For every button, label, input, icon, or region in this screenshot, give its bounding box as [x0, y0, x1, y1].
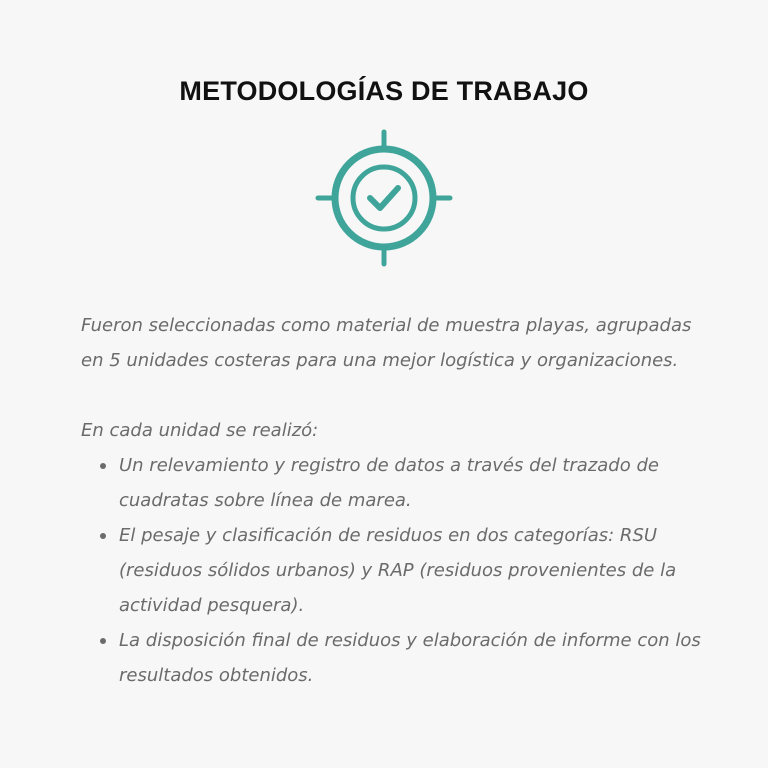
list-heading: En cada unidad se realizó: [81, 420, 319, 441]
paragraph-spacer [81, 378, 701, 413]
page-title: METODOLOGÍAS DE TRABAJO [179, 76, 589, 106]
intro-paragraph: Fueron seleccionadas como material de muestra playas, agrupadas en 5 unidades costeras para una mejor logística y organizaciones. [81, 315, 692, 371]
body-text [81, 308, 701, 693]
list-item: El pesaje y clasificación de residuos en dos categorías: RSU (residuos sólidos urbanos) y RAP (residuos provenientes de la actividad pesquera). [81, 518, 701, 623]
methods-list [81, 448, 701, 693]
list-item: La disposición final de residuos y elaboración de informe con los resultados obtenidos. [81, 623, 701, 693]
target-check-icon [314, 128, 454, 268]
list-item: Un relevamiento y registro de datos a través del trazado de cuadratas sobre línea de marea. [81, 448, 701, 518]
